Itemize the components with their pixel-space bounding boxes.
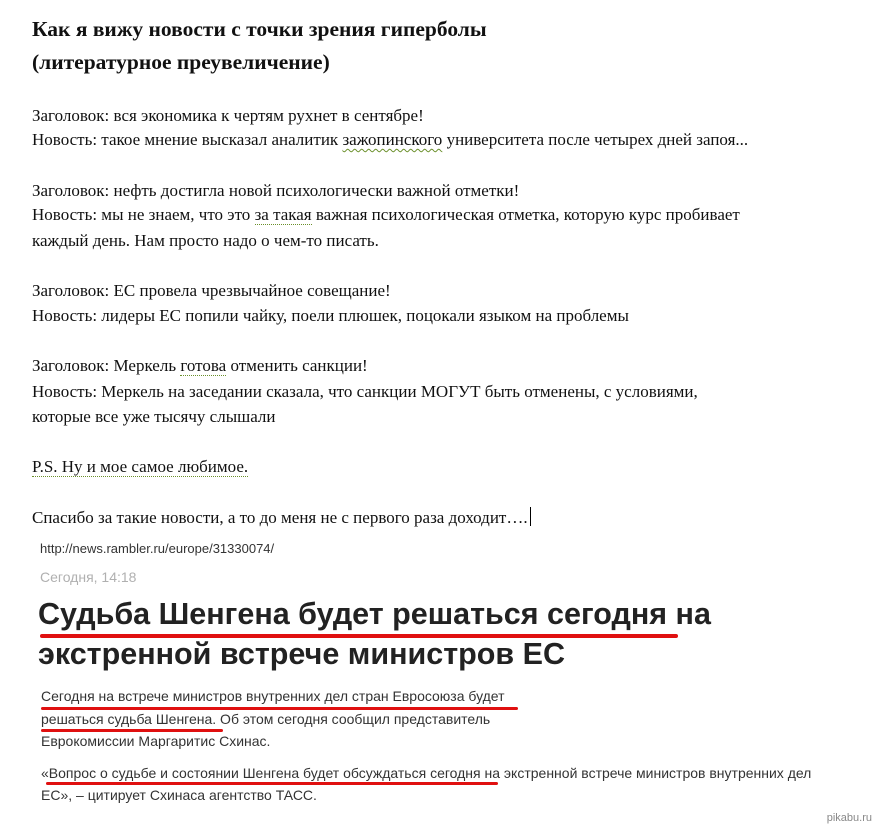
article-date: Сегодня, 14:18 [40,569,137,585]
p4-headline-c: отменить санкции! [226,356,368,375]
closing-line [32,507,531,528]
article-quote-line-2: ЕС», – цитирует Схинаса агентство ТАСС. [41,787,317,803]
red-underline-lead-1 [41,707,518,710]
p1-news-c: университета после четырех дней запоя... [442,130,749,149]
p1-headline: Заголовок: вся экономика к чертям рухнет в сентябре! [32,106,424,125]
doc-title-line-1: Как я вижу новости с точки зрения гиперболы [32,17,487,41]
p2-news [32,205,740,225]
p4-news-line-3: которые все уже тысячу слышали [32,407,276,426]
spell-error-word: зажопинского [342,130,443,149]
article-lead-line-3: Еврокомиссии Маргаритис Схинас. [41,733,271,749]
p4-headline-a: Заголовок: Меркель [32,356,181,375]
red-underline-lead-2 [41,729,223,732]
p2-headline: Заголовок: нефть достигла новой психологически важной отметки! [32,181,520,200]
article-headline-line-2: экстренной встрече министров ЕС [38,637,566,671]
text-cursor [530,507,531,526]
postscript-text: P.S. Ну и мое самое любимое. [32,457,249,476]
p4-headline [32,356,368,376]
article-headline-line-1: Судьба Шенгена будет решаться сегодня на [38,597,711,631]
watermark: pikabu.ru [826,812,872,824]
grammar-flag-phrase: за такая [254,205,312,224]
doc-title-line-2: (литературное преувеличение) [32,50,330,74]
article-quote-line-1: «Вопрос о судьбе и состоянии Шенгена будет обсуждаться сегодня на экстренной встрече министров внутренних дел [41,765,812,781]
p1-news [32,130,748,150]
postscript [32,457,248,477]
p2-news-line-3: каждый день. Нам просто надо о чем-то писать. [32,231,379,250]
p2-news-c: важная психологическая отметка, которую курс пробивает [311,205,740,224]
article-lead-line-2: решаться судьба Шенгена. Об этом сегодня сообщил представитель [41,711,491,727]
p2-news-a: Новость: мы не знаем, что это [32,205,255,224]
p4-news: Новость: Меркель на заседании сказала, что санкции МОГУТ быть отменены, с условиями, [32,382,698,401]
article-lead-line-1: Сегодня на встрече министров внутренних дел стран Евросоюза будет [41,688,505,704]
grammar-flag-word: готова [180,356,227,375]
red-underline-quote [46,782,498,785]
article-url[interactable]: http://news.rambler.ru/europe/31330074/ [40,541,275,556]
p3-headline: Заголовок: ЕС провела чрезвычайное совещание! [32,281,391,300]
p3-news: Новость: лидеры ЕС попили чайку, поели плюшек, поцокали языком на проблемы [32,306,629,325]
closing-text: Спасибо за такие новости, а то до меня не с первого раза доходит…. [32,508,528,527]
p1-news-a: Новость: такое мнение высказал аналитик [32,130,343,149]
